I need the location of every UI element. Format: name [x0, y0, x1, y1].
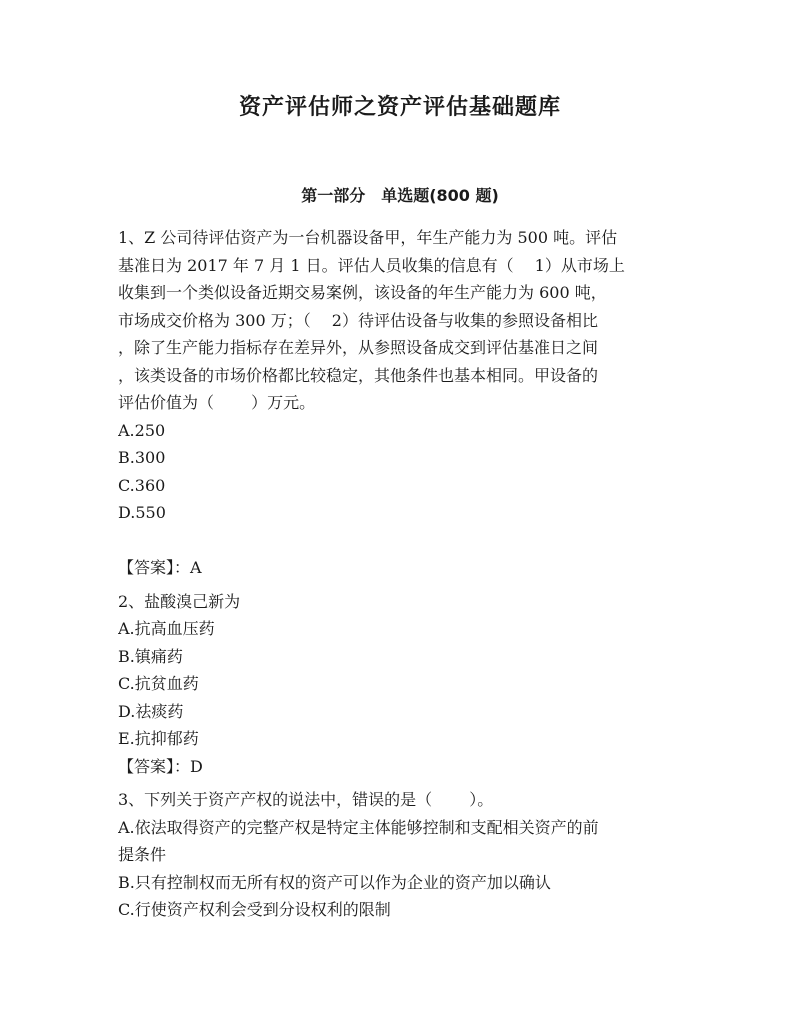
question-2 — [118, 588, 678, 781]
question-2-answer: 【答案】：D — [118, 756, 203, 776]
question-1-option-c: C.360 — [118, 475, 166, 495]
question-2-option-a: A.抗高血压药 — [118, 619, 215, 638]
question-1-answer: 【答案】：A — [118, 558, 202, 577]
question-2-stem: 2、盐酸溴己新为 — [118, 591, 241, 611]
question-2-option-b: B.镇痛药 — [118, 646, 183, 666]
question-1-stem-line: 市场成交价格为 300 万；（ 2）待评估设备与收集的参照设备相比 — [118, 310, 598, 330]
question-1-option-a: A.250 — [118, 420, 166, 440]
question-3 — [118, 786, 678, 924]
question-1-option-b: B.300 — [118, 448, 166, 467]
question-1-option-d: D.550 — [118, 503, 166, 522]
question-1-stem-line: ，除了生产能力指标存在差异外，从参照设备成交到评估基准日之间 — [118, 338, 599, 357]
question-1-stem-line: 收集到一个类似设备近期交易案例，该设备的年生产能力为 600 吨， — [118, 283, 607, 302]
question-list — [118, 224, 678, 924]
question-3-option-b: B.只有控制权而无所有权的资产可以作为企业的资产加以确认 — [118, 872, 551, 892]
question-2-option-e: E.抗抑郁药 — [118, 729, 199, 748]
question-1-stem-line: 1、Z 公司待评估资产为一台机器设备甲，年生产能力为 500 吨。评估 — [118, 228, 618, 247]
section-title: 第一部分 单选题(800 题) — [301, 186, 499, 205]
question-1-stem-line: ，该类设备的市场价格都比较稳定，其他条件也基本相同。甲设备的 — [118, 365, 599, 385]
question-1 — [118, 224, 678, 582]
question-3-option-c: C.行使资产权利会受到分设权利的限制 — [118, 900, 391, 919]
question-2-option-d: D.祛痰药 — [118, 701, 184, 721]
question-1-stem-line: 评估价值为（ ）万元。 — [118, 393, 316, 412]
question-3-option-a-continued: 提条件 — [118, 845, 167, 864]
document-title: 资产评估师之资产评估基础题库 — [238, 95, 561, 120]
question-1-stem-line: 基准日为 2017 年 7 月 1 日。评估人员收集的信息有（ 1）从市场上 — [118, 255, 625, 275]
question-3-option-a: A.依法取得资产的完整产权是特定主体能够控制和支配相关资产的前 — [118, 817, 599, 837]
question-2-option-c: C.抗贫血药 — [118, 674, 199, 693]
question-3-stem: 3、下列关于资产产权的说法中，错误的是（ ）。 — [118, 790, 494, 809]
